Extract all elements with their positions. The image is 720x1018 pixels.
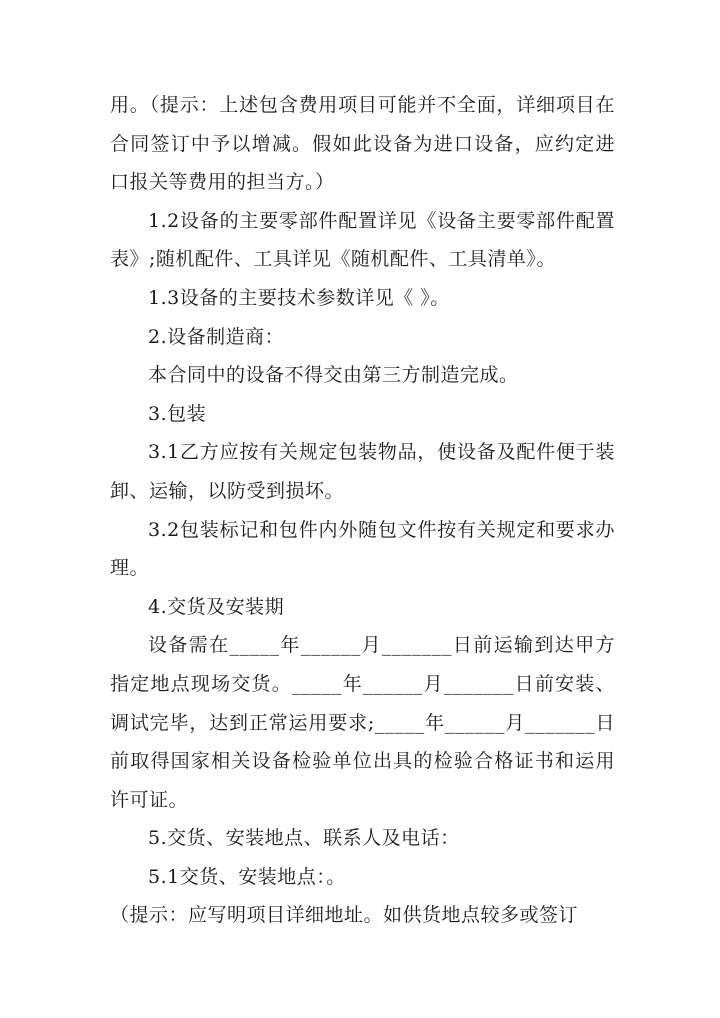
paragraph-3-2-packaging-marks: 3.2包装标记和包件内外随包文件按有关规定和要求办理。 bbox=[110, 518, 615, 580]
paragraph-3-1-packaging-rules: 3.1乙方应按有关规定包装物品，使设备及配件便于装卸、运输，以防受到损坏。 bbox=[110, 441, 615, 502]
heading-2-manufacturer: 2.设备制造商： bbox=[148, 325, 285, 348]
paragraph-1-2-parts-configuration: 1.2设备的主要零部件配置详见《设备主要零部件配置表》;随机配件、工具详见《随机配件、工具清单》。 bbox=[110, 209, 615, 271]
paragraph-no-third-party: 本合同中的设备不得交由第三方制造完成。 bbox=[148, 364, 519, 387]
paragraph-delivery-dates: 设备需在_____年______月_______日前运输到达甲方指定地点现场交货。_____年______月_______日前安装、调试完毕，达到正常运用要求;_____年______月_______日前取得国家相关设备检验单位出具的检验合格证书和运用许可证。 bbox=[110, 634, 615, 811]
heading-5-delivery-location-contact: 5.交货、安装地点、联系人及电话： bbox=[148, 827, 460, 850]
paragraph-fee-note-continuation: 用。（提示：上述包含费用项目可能并不全面，详细项目在合同签订中予以增减。假如此设备为进口设备，应约定进口报关等费用的担当方。） bbox=[110, 94, 615, 194]
document-body bbox=[110, 86, 615, 935]
paragraph-5-1-delivery-location: 5.1交货、安装地点：。 bbox=[148, 865, 346, 888]
heading-3-packaging: 3.包装 bbox=[148, 402, 207, 425]
heading-4-delivery-installation-period: 4.交货及安装期 bbox=[148, 595, 285, 618]
paragraph-1-3-technical-parameters: 1.3设备的主要技术参数详见《 》。 bbox=[148, 286, 450, 309]
paragraph-address-note: （提示：应写明项目详细地址。如供货地点较多或签订 bbox=[110, 904, 579, 927]
